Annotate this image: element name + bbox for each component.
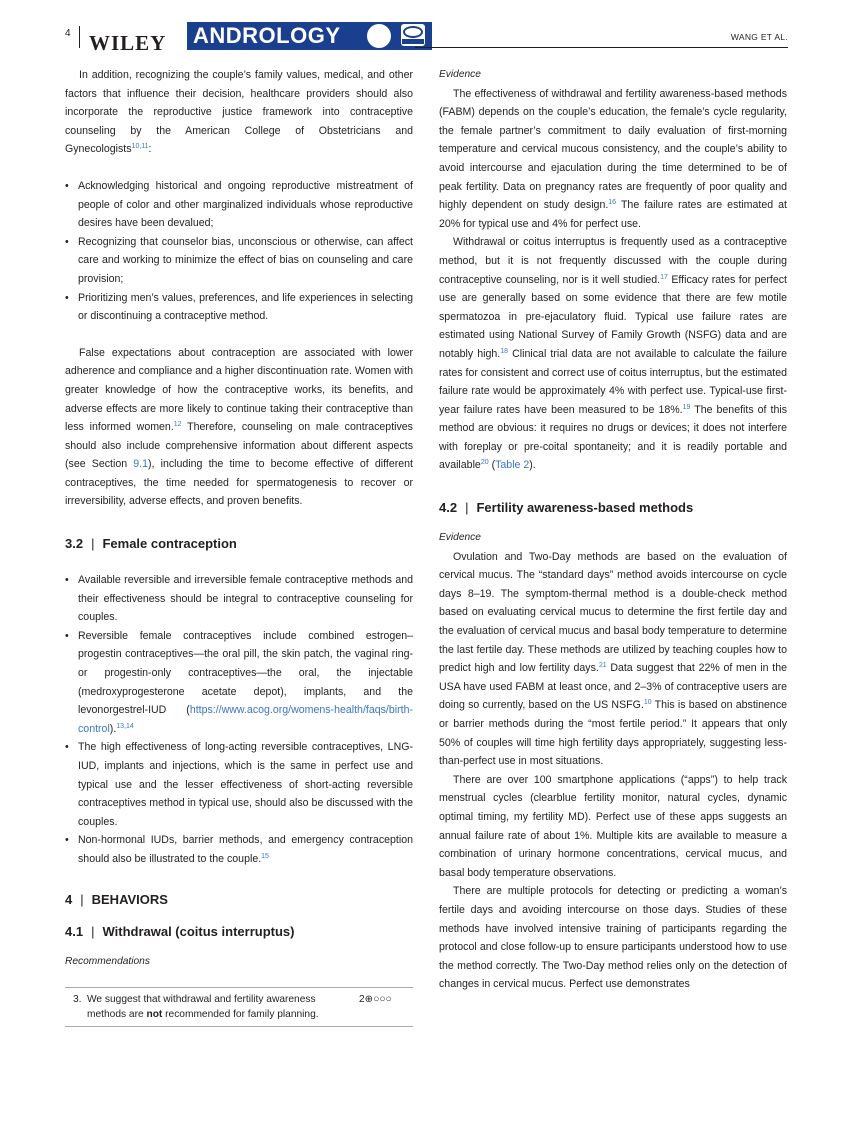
- paragraph: In addition, recognizing the couple’s family values, medical, and other factors that influence their decision, healthcare providers should also incorporate the reproductive justice framework into contraceptive counseling by the American College of Obstetricians and Gynecologists$^{10,11}$:: [65, 69, 413, 156]
- list-item: • Available reversible and irreversible female contraceptive methods and their effectiveness should be integral to contraceptive counseling for couples.: [65, 571, 413, 627]
- citation[interactable]: 10,11: [131, 143, 149, 151]
- citation[interactable]: 19: [682, 403, 691, 411]
- citation[interactable]: 21: [598, 662, 607, 670]
- journal-banner: [187, 22, 432, 50]
- evidence-grade: 2⊕○○○: [359, 994, 392, 1006]
- bullet-list: [65, 571, 413, 869]
- table-link[interactable]: Table 2: [495, 459, 530, 472]
- publisher-logo: WILEY: [89, 31, 167, 55]
- list-item: • Acknowledging historical and ongoing reproductive mistreatment of people of color and other marginalized individuals whose reproductive desires have been devalued;: [65, 177, 413, 233]
- list-item: • Reversible female contraceptives include combined estrogen–progestin contraceptives—the oral pill, the skin patch, the vaginal ring- or progestin-only contraceptives—the oral, the injectable (medroxyprogesterone acetate depot), implants, and the levonorgestrel-IUD (https://www.acog.org/womens-health/faqs/birth-control).$^{13,14}$: [65, 627, 413, 739]
- citation[interactable]: 16: [608, 199, 617, 207]
- paragraph: There are over 100 smartphone applications (“apps”) to help track menstrual cycles (clearblue fertility monitor, natural cycles, dynamic optimal timing, my fertility MD). Perfect use of these apps suggests an annual failure rate of about 1%. Multiple kits are available to measure a combination of urinary hormone concentrations, cervical mucus, and basal body temperature observations.: [439, 773, 787, 879]
- bullet-list: [65, 177, 413, 326]
- paragraph: False expectations about contraception are associated with lower adherence and compliance and a higher discontinuation rate. Women with greater knowledge of how the contraceptive works, its benefits, and adverse effects are more likely to continue taking their contraceptive than less informed women.$^{12}$ Therefore, counseling on male contraceptives should also include comprehensive information about different aspects (see Section 9.1), including the time to become effective of different contraceptives, the time needed for spermatogenesis to recover or irreversibility, adverse effects, and proven benefits.: [65, 346, 413, 508]
- citation[interactable]: 13,14: [116, 722, 134, 730]
- paragraph: The effectiveness of withdrawal and fertility awareness-based methods (FABM) depends on the couple’s education, the female’s cycle regularity, the female partner’s commitment to daily evaluation of first-morning temperature and cervical mucous consistency, and the couple’s ability to avoid intercourse and ejaculation during the time determined to be of peak fertility. Data on pregnancy rates are frequently of poor quality and highly dependent on study design.$^{16}$ The failure rates are estimated at 20% for typical use and 4% for perfect use.: [439, 87, 788, 230]
- recommendation-text: We suggest that withdrawal and fertility awareness methods are not recommended for family planning.: [87, 994, 319, 1020]
- paragraph: Ovulation and Two-Day methods are based on the evaluation of cervical mucus. The “standard days” method avoids intercourse on cycle days 8–19. The symptom-thermal method is a double-check method based on evaluating cervical mucus to determine the first fertile day and the evaluation of cervical mucus and basal body temperature to determine the last fertile day. These methods are utilized by teaching couples how to predict high and low fertility days.$^{21}$ Data suggest that 22% of men in the USA have used FABM at least once, and 2–3% of contraceptive users are doing so currently, based on the US NSFG.$^{10}$ This is based on abstinence or barrier methods during the “most fertile period.” It appears that only 50% of couples will time high fertility days appropriately, suggesting less-than-perfect use in most situations.: [439, 550, 788, 768]
- citation[interactable]: 12: [173, 421, 182, 429]
- section-link[interactable]: 9.1: [133, 458, 148, 471]
- journal-title: ANDROLOGY: [193, 23, 341, 48]
- list-item: • Prioritizing men’s values, preferences, and life experiences in selecting or discontinuing a contraceptive method.: [65, 289, 413, 326]
- paragraph: There are multiple protocols for detecting or predicting a woman’s fertile days and avoiding intercourse on those days. Studies of these methods have involved intensive training of participants regarding the protocol and close follow-up to ensure participants understood how to use the method correctly. The Two-Day method relies only on the detection of changes in cervical mucus. Perfect use demonstrates: [439, 885, 787, 991]
- running-head: WANG ET AL.: [730, 32, 788, 42]
- list-item: • The high effectiveness of long-acting reversible contraceptives, LNG-IUD, implants and injections, which is the same in perfect use and typical use and the lesser effectiveness of short-acting reversible contraceptives method in typical use, should also be discussed with the couples.: [65, 738, 413, 831]
- list-item: • Recognizing that counselor bias, unconscious or otherwise, can affect care and working to minimize the effect of bias on counseling and care provision;: [65, 233, 413, 289]
- subsection-heading: 4.2 | Fertility awareness-based methods: [439, 500, 694, 516]
- page-number: 4: [65, 28, 71, 39]
- citation[interactable]: 15: [261, 852, 269, 860]
- evidence-label: Evidence: [439, 69, 481, 80]
- society-seal-icon: [367, 24, 391, 48]
- acog-link[interactable]: https://www.acog.org/womens-health/faqs/birth-control: [78, 704, 413, 735]
- list-item: • Non-hormonal IUDs, barrier methods, and emergency contraception should also be illustrated to the couple.$^{15}$: [65, 831, 413, 868]
- section-heading: 4 | BEHAVIORS: [65, 891, 168, 907]
- citation[interactable]: 17: [660, 273, 668, 281]
- citation[interactable]: 20: [480, 459, 489, 467]
- subsection-heading: 4.1 | Withdrawal (coitus interruptus): [65, 923, 295, 939]
- paragraph: Withdrawal or coitus interruptus is frequently used as a contraceptive method, but it is not frequently discussed with the couple during contraceptive counseling, nor is it well studied.$^{17}$ Efficacy rates for perfect use are generally based on some evidence that there are few motile spermatozoa in pre-ejaculatory fluid. Typical use failure rates are estimated using National Survey of Family Growth (NSFG) data and are notably high.$^{18}$ Clinical trial data are not available to calculate the failure rates for consistent and correct use of coitus interruptus, but the estimated failure rate would be approximately 4% with perfect use. Typical-use first-year failure rates have been measured to be 18%.$^{19}$ The benefits of this method are obvious: it requires no drugs or devices; it does not interfere with foreplay or pre-coital spontaneity; and it is readily portable and available$^{20}$ (Table 2).: [439, 236, 788, 472]
- evidence-label: Evidence: [439, 532, 481, 544]
- left-column: [65, 66, 413, 1027]
- recommendations-label: Recommendations: [65, 955, 150, 967]
- recommendation-number: 3.: [73, 994, 82, 1006]
- citation[interactable]: 18: [500, 347, 509, 355]
- eaa-logo-icon: [401, 24, 425, 46]
- page-header: [65, 22, 788, 55]
- recommendation-box: [65, 987, 413, 1027]
- header-divider: [79, 26, 80, 48]
- section-heading: 3.2 | Female contraception: [65, 536, 237, 552]
- header-rule: [415, 47, 788, 48]
- citation[interactable]: 10: [643, 699, 652, 707]
- right-column: [439, 66, 787, 994]
